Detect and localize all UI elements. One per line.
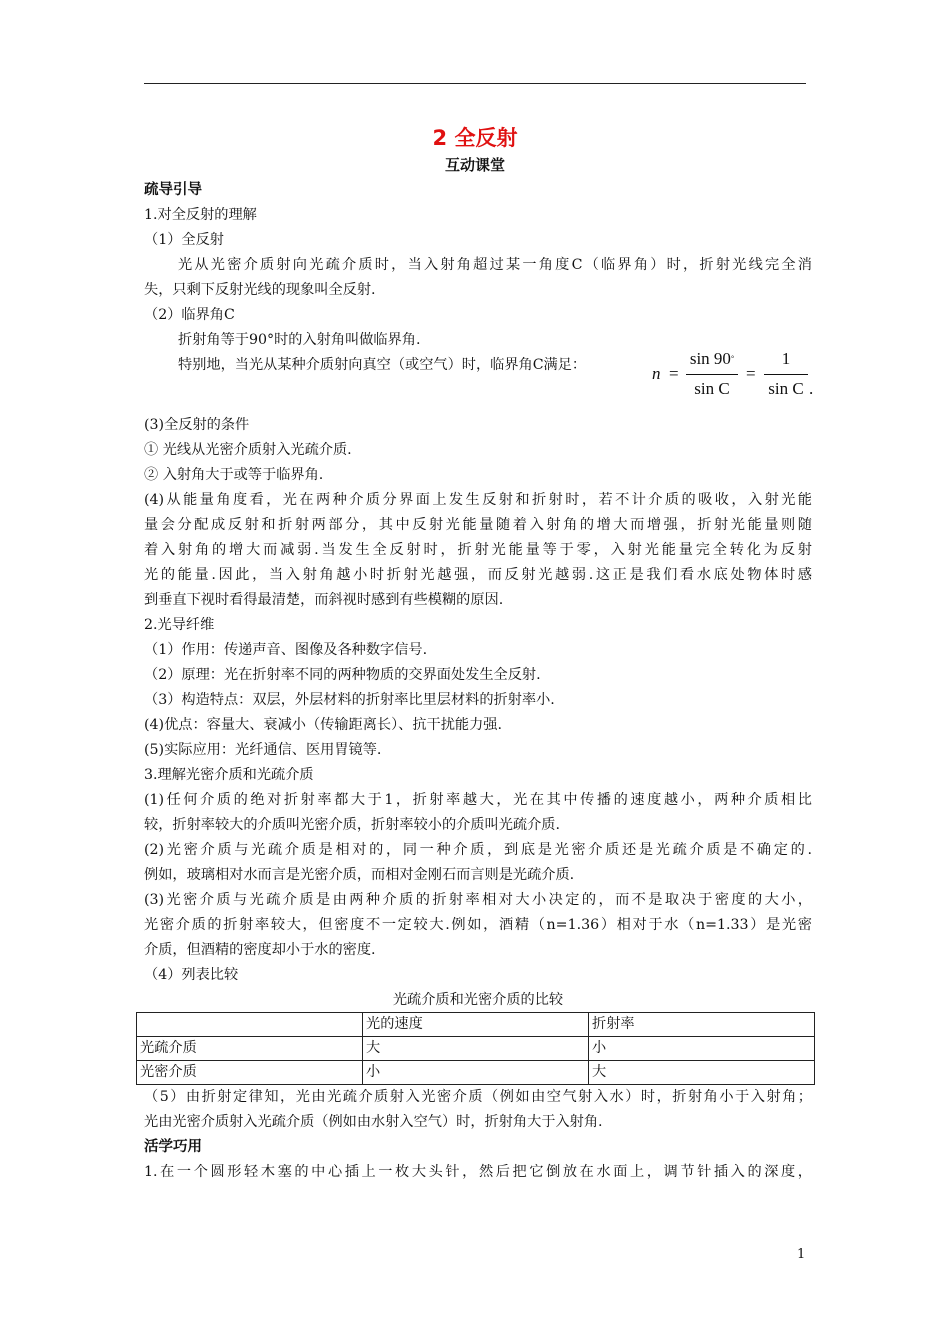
header-rule bbox=[144, 83, 806, 84]
s1-heading: 1.对全反射的理解 bbox=[144, 207, 257, 223]
s3-2-a: (2)光密介质与光疏介质是相对的，同一种介质，到底是光密介质还是光疏介质是不确定的. bbox=[144, 842, 812, 858]
fraction-one-denominator: sin C bbox=[768, 379, 804, 398]
formula-eq1: = bbox=[669, 364, 679, 383]
fraction-sin90-denominator: sin C bbox=[694, 379, 730, 398]
fraction-bar-2 bbox=[764, 374, 808, 375]
page-number: 1 bbox=[797, 1247, 806, 1262]
s1-4-e: 到垂直下视时看得最清楚，而斜视时感到有些模糊的原因. bbox=[144, 592, 504, 608]
s3-2-b: 例如，玻璃相对水而言是光密介质，而相对金刚石而言则是光疏介质. bbox=[144, 867, 575, 883]
formula-dot: . bbox=[809, 379, 814, 398]
s2-5: (5)实际应用：光纤通信、医用胃镜等. bbox=[144, 742, 382, 758]
s1-2-special: 特别地，当光从某种介质射向真空（或空气）时，临界角C满足： bbox=[178, 357, 587, 373]
critical-angle-line bbox=[144, 349, 814, 413]
s3-heading: 3.理解光密介质和光疏介质 bbox=[144, 767, 314, 783]
sin90-text: sin 90 bbox=[689, 349, 731, 368]
table-row bbox=[137, 1061, 815, 1085]
table-cell: 大 bbox=[363, 1037, 589, 1061]
s1-3-label: (3)全反射的条件 bbox=[144, 417, 250, 433]
fraction-one bbox=[764, 348, 808, 404]
fraction-bar-1 bbox=[686, 374, 738, 375]
s2-3: （3）构造特点：双层，外层材料的折射率比里层材料的折射率小. bbox=[144, 692, 555, 708]
table-cell: 光疏介质 bbox=[137, 1037, 363, 1061]
guide-heading: 疏导引导 bbox=[144, 182, 202, 198]
s3-3-a: (3)光密介质与光疏介质是由两种介质的折射率相对大小决定的，而不是取决于密度的大小， bbox=[144, 892, 812, 908]
table-cell: 光密介质 bbox=[137, 1061, 363, 1085]
page-subtitle: 互动课堂 bbox=[444, 156, 505, 174]
s3-4-label: （4）列表比较 bbox=[144, 967, 239, 983]
s1-1-text-a: 光从光密介质射向光疏介质时，当入射角超过某一角度C（临界角）时，折射光线完全消 bbox=[178, 257, 812, 273]
s1-4-b: 量会分配成反射和折射两部分，其中反射光能量随着入射角的增大而增强，折射光能量则随 bbox=[144, 517, 812, 533]
table-header-cell: 折射率 bbox=[589, 1013, 815, 1037]
table-caption: 光疏介质和光密介质的比较 bbox=[392, 992, 564, 1008]
table-row bbox=[137, 1037, 815, 1061]
s3-3-b: 光密介质的折射率较大，但密度不一定较大.例如，酒精（n=1.36）相对于水（n=1.33）是光密 bbox=[144, 917, 812, 933]
table-cell: 小 bbox=[363, 1061, 589, 1085]
s1-3-a: ① 光线从光密介质射入光疏介质. bbox=[144, 442, 352, 458]
table-cell: 大 bbox=[589, 1061, 815, 1085]
practice-item-1: 1.在一个圆形轻木塞的中心插上一枚大头针，然后把它倒放在水面上，调节针插入的深度， bbox=[144, 1164, 812, 1180]
s2-1: （1）作用：传递声音、图像及各种数字信号. bbox=[144, 642, 428, 658]
s1-2-text: 折射角等于90°时的入射角叫做临界角. bbox=[178, 332, 421, 348]
degree-mark: ° bbox=[730, 354, 735, 363]
comparison-table bbox=[136, 1012, 815, 1085]
s2-4: (4)优点：容量大、衰减小（传输距离长）、抗干扰能力强. bbox=[144, 717, 503, 733]
formula-eq2: = bbox=[746, 364, 756, 383]
s1-4-a: (4)从能量角度看，光在两种介质分界面上发生反射和折射时，若不计介质的吸收，入射光能 bbox=[144, 492, 812, 508]
s3-5-b: 光由光密介质射入光疏介质（例如由水射入空气）时，折射角大于入射角. bbox=[144, 1114, 603, 1130]
s1-2-label: （2）临界角C bbox=[144, 307, 235, 323]
s1-1-text-b: 失，只剩下反射光线的现象叫全反射. bbox=[144, 282, 376, 298]
s3-1-b: 较，折射率较大的介质叫光密介质，折射率较小的介质叫光疏介质. bbox=[144, 817, 560, 833]
table-header-cell bbox=[137, 1013, 363, 1037]
s3-5-a: （5）由折射定律知，光由光疏介质射入光密介质（例如由空气射入水）时，折射角小于入射角； bbox=[144, 1089, 812, 1105]
table-cell: 小 bbox=[589, 1037, 815, 1061]
fraction-sin90-numerator bbox=[686, 348, 738, 370]
practice-heading: 活学巧用 bbox=[144, 1139, 202, 1155]
s3-3-c: 介质，但酒精的密度却小于水的密度. bbox=[144, 942, 376, 958]
s1-4-c: 着入射角的增大而减弱.当发生全反射时，折射光能量等于零，入射光能量完全转化为反射 bbox=[144, 542, 812, 558]
s3-1-a: (1)任何介质的绝对折射率都大于1，折射率越大，光在其中传播的速度越小，两种介质相比 bbox=[144, 792, 812, 808]
formula-n: n bbox=[652, 364, 661, 383]
s2-2: （2）原理：光在折射率不同的两种物质的交界面处发生全反射. bbox=[144, 667, 541, 683]
fraction-sin90 bbox=[686, 348, 738, 404]
document-body bbox=[140, 178, 814, 1185]
page-title: 2 全反射 bbox=[432, 126, 518, 150]
s1-4-d: 光的能量.因此，当入射角越小时折射光越强，而反射光越弱.这正是我们看水底处物体时感 bbox=[144, 567, 812, 583]
s1-3-b: ② 入射角大于或等于临界角. bbox=[144, 467, 324, 483]
table-header-cell: 光的速度 bbox=[363, 1013, 589, 1037]
s1-1-label: （1）全反射 bbox=[144, 232, 224, 248]
table-header-row bbox=[137, 1013, 815, 1037]
fraction-one-numerator: 1 bbox=[781, 349, 791, 368]
s2-heading: 2.光导纤维 bbox=[144, 617, 215, 633]
